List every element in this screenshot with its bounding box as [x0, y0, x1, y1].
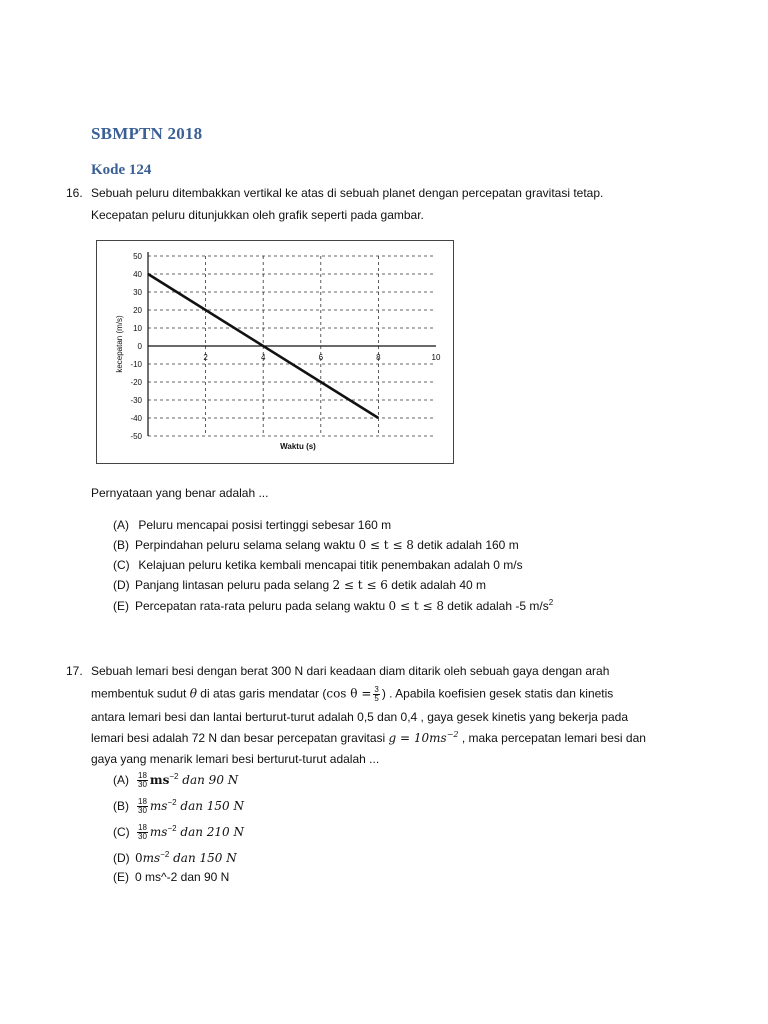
option-text: Percepatan rata-rata peluru pada selang waktu	[135, 599, 389, 613]
option-superscript: −2	[169, 772, 179, 781]
cos-expression: cos θ =	[326, 686, 372, 701]
fraction-denominator: 5	[374, 694, 379, 703]
y-tick-label: -50	[130, 432, 142, 441]
q17-option-c[interactable]	[113, 824, 244, 841]
q16-option-c[interactable]	[113, 558, 523, 572]
option-fraction	[137, 798, 148, 815]
gravity-superscript: −2	[446, 730, 459, 739]
option-label: (C)	[113, 558, 130, 572]
option-text-end: detik adalah 40 m	[387, 578, 487, 592]
x-tick-label: 4	[260, 353, 266, 362]
question-17-line3: antara lemari besi dan lantai berturut-turut adalah 0,5 dan 0,4 , gaya gesek kinetis yang bekerja pada	[91, 710, 629, 724]
fraction-denominator: 30	[138, 832, 147, 842]
y-tick-label: -10	[130, 360, 142, 369]
kode-label: Kode 124	[91, 162, 152, 178]
fraction-numerator: 18	[138, 797, 147, 807]
option-text-end: detik adalah 160 m	[413, 538, 519, 552]
option-label: (A)	[113, 773, 129, 787]
x-tick-label: 8	[376, 353, 381, 362]
option-superscript: −2	[167, 824, 177, 833]
option-superscript: −2	[167, 798, 177, 807]
y-tick-label: -20	[130, 378, 142, 387]
option-text: Panjang lintasan peluru pada selang	[135, 578, 333, 592]
option-math: 0 ≤ t ≤ 8	[388, 599, 444, 613]
q16-option-b[interactable]	[113, 538, 519, 552]
question-16-prompt: Pernyataan yang benar adalah ...	[91, 486, 269, 500]
option-rest: dan 90 N	[178, 773, 239, 787]
option-fraction	[137, 772, 148, 789]
line4-text-a: lemari besi adalah 72 N dan besar percepatan gravitasi	[91, 731, 389, 745]
y-tick-label: 0	[137, 342, 142, 351]
question-17-number: 17.	[66, 664, 83, 678]
option-rest: dan 150 N	[176, 799, 244, 813]
y-tick-label: -30	[130, 396, 142, 405]
option-rest: dan 150 N	[169, 851, 237, 865]
option-unit: ms	[149, 773, 170, 787]
fraction-numerator: 18	[138, 771, 147, 781]
option-text-end: detik adalah -5 m/s	[443, 599, 549, 613]
y-tick-label: 30	[133, 288, 142, 297]
option-text: Peluru mencapai posisi tertinggi sebesar 160 m	[138, 518, 392, 532]
y-tick-label: -40	[130, 414, 142, 423]
option-rest: dan 210 N	[176, 825, 244, 839]
page-title: SBMPTN 2018	[91, 124, 203, 143]
y-tick-label: 20	[133, 306, 142, 315]
option-label: (E)	[113, 870, 129, 884]
fraction-numerator: 3	[374, 685, 379, 694]
option-label: (B)	[113, 799, 129, 813]
question-16-line2: Kecepatan peluru ditunjukkan oleh grafik seperti pada gambar.	[91, 208, 424, 222]
line4-text-b: , maka percepatan lemari besi dan	[458, 731, 646, 745]
q17-option-b[interactable]	[113, 798, 244, 815]
option-label: (A)	[113, 518, 129, 532]
option-unit: ms	[149, 825, 168, 839]
option-superscript: −2	[160, 850, 170, 859]
fraction-denominator: 30	[138, 780, 147, 790]
option-label: (D)	[113, 851, 130, 865]
option-text: Perpindahan peluru selama selang waktu	[135, 538, 359, 552]
q16-option-e[interactable]	[113, 598, 553, 613]
option-label: (C)	[113, 825, 130, 839]
question-16-number: 16.	[66, 186, 83, 200]
option-unit: ms	[149, 799, 168, 813]
option-label: (D)	[113, 578, 130, 592]
option-text: 0 ms^-2 dan 90 N	[135, 870, 230, 884]
line2-text-c: ) . Apabila koefisien gesek statis dan kinetis	[381, 686, 614, 701]
y-tick-label: 50	[133, 252, 142, 261]
q16-option-a[interactable]	[113, 518, 391, 532]
q17-option-e[interactable]	[113, 870, 229, 884]
option-label: (E)	[113, 599, 129, 613]
question-16-line1: Sebuah peluru ditembakkan vertikal ke atas di sebuah planet dengan percepatan gravitasi tetap.	[91, 186, 604, 200]
question-17-line5: gaya yang menarik lemari besi berturut-turut adalah ...	[91, 752, 380, 766]
question-17-line1: Sebuah lemari besi dengan berat 300 N dari keadaan diam ditarik oleh sebuah gaya dengan arah	[91, 664, 610, 678]
theta-symbol: θ	[189, 686, 197, 701]
line2-text-a: membentuk sudut	[91, 686, 190, 701]
q16-option-d[interactable]	[113, 578, 486, 592]
y-tick-label: 40	[133, 270, 142, 279]
line2-text-b: di atas garis mendatar (	[196, 686, 327, 701]
cos-fraction	[373, 686, 379, 703]
fraction-numerator: 18	[138, 823, 147, 833]
option-superscript: 2	[548, 598, 554, 607]
option-lead: 0	[135, 851, 143, 865]
chart-y-axis-label: kecepatan (m/s)	[115, 315, 124, 373]
question-17-line2	[91, 686, 613, 703]
fraction-denominator: 30	[138, 806, 147, 816]
option-math: 0 ≤ t ≤ 8	[358, 538, 414, 552]
question-17-line4	[91, 730, 646, 745]
option-unit: ms	[142, 851, 161, 865]
y-tick-label: 10	[133, 324, 142, 333]
option-label: (B)	[113, 538, 129, 552]
option-fraction	[137, 824, 148, 841]
x-tick-label: 6	[318, 353, 324, 362]
x-tick-label: 2	[203, 353, 208, 362]
option-text: Kelajuan peluru ketika kembali mencapai titik penembakan adalah 0 m/s	[138, 558, 523, 572]
x-tick-label: 10	[431, 353, 441, 362]
q17-option-d[interactable]	[113, 850, 237, 865]
gravity-expression: g = 10ms	[388, 731, 447, 745]
velocity-time-chart	[96, 240, 454, 464]
option-math: 2 ≤ t ≤ 6	[332, 578, 388, 592]
chart-x-axis-label: Waktu (s)	[280, 442, 316, 451]
q17-option-a[interactable]	[113, 772, 238, 789]
